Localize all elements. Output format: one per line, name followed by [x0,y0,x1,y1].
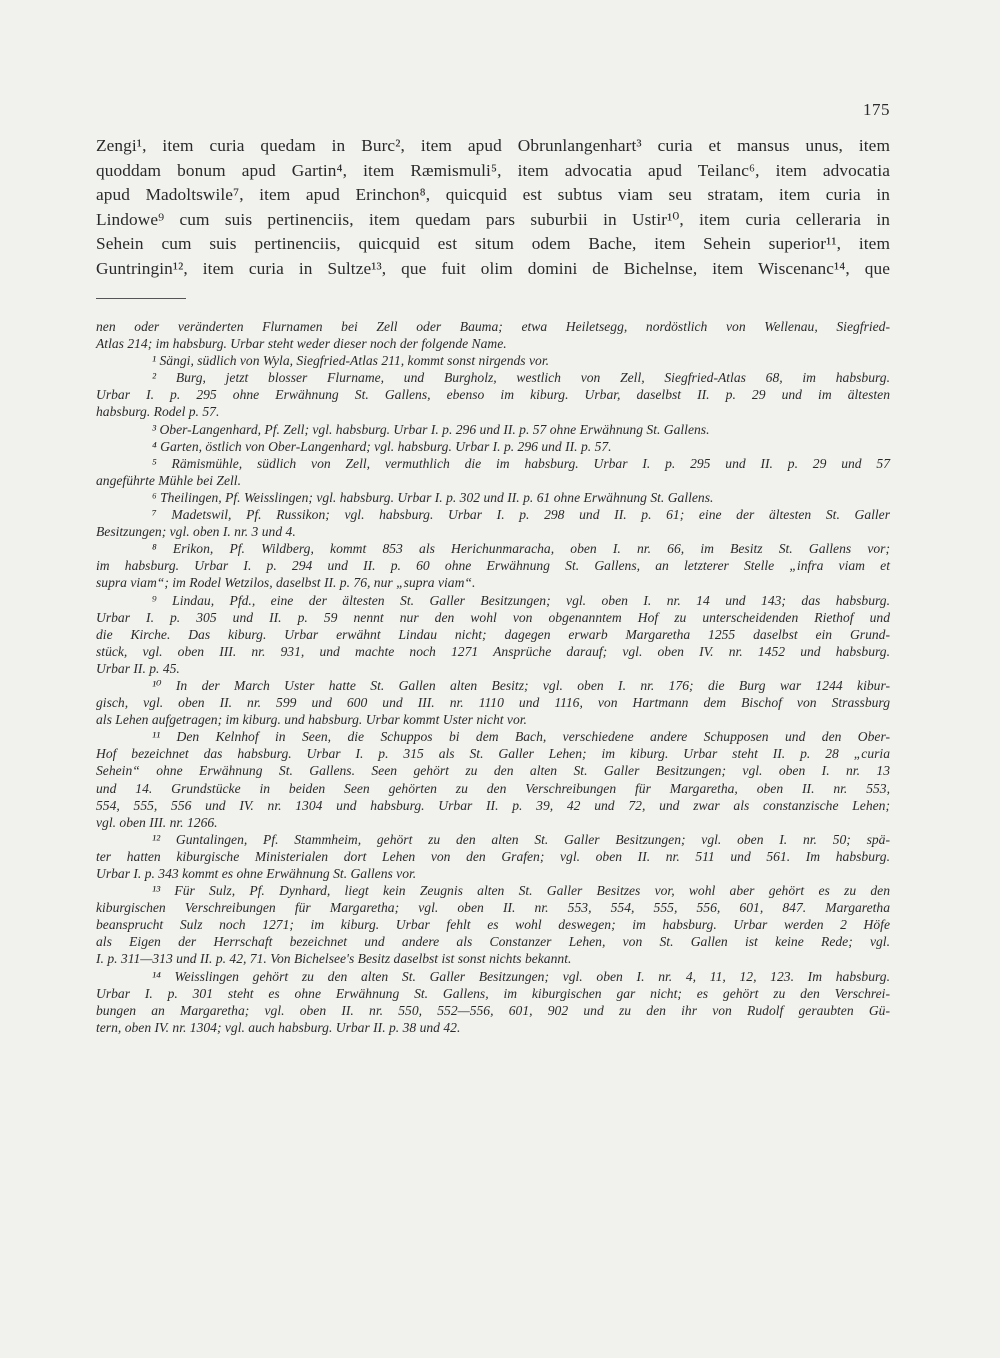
footnote-line: tern, oben IV. nr. 1304; vgl. auch habsburg. Urbar II. p. 38 und 42. [96,1019,461,1035]
footnote-line: ¹¹ Den Kelnhof in Seen, die Schuppos bi dem Bach, verschiedene andere Schupposen und den Ober- [152,729,890,745]
footnote-line: und 14. Grundstücke in beiden Seen gehörten zu den Verschreibungen für Margaretha, oben II. nr. 553, [96,780,890,796]
footnote-line: ter hatten kiburgische Ministerialen dort Lehen von den Grafen; vgl. oben II. nr. 511 und 561. Im habsburg. [96,848,890,864]
footnote-line: ⁷ Madetswil, Pf. Russikon; vgl. habsburg. Urbar I. p. 298 und II. p. 61; eine der ältesten St. Galler [152,507,890,523]
footnote-line: die Kirche. Das kiburg. Urbar erwähnt Lindau nicht; dagegen erwarb Margaretha 1255 daselbst ein Grund- [96,626,890,642]
footnote-line: nen oder veränderten Flurnamen bei Zell oder Bauma; etwa Heiletsegg, nordöstlich von Wellenau, Siegfried- [96,319,890,334]
main-text-line: Sehein cum suis pertinenciis, quicquid est situm odem Bache, item Sehein superior¹¹, item [96,234,890,253]
footnote-line: ⁶ Theilingen, Pf. Weisslingen; vgl. habsburg. Urbar I. p. 302 und II. p. 61 ohne Erwähnung St. Gallens. [152,489,714,505]
footnote-line: bungen an Margaretha; vgl. oben II. nr. 550, 552—556, 601, 902 und zu den ihr von Rudolf geraubten Gü- [96,1002,890,1018]
footnote-line: Hof bezeichnet das habsburg. Urbar I. p. 315 als St. Galler Lehen; im kiburg. Urbar steht II. p. 28 „curia [96,746,890,762]
footnote-line: als Eigen der Herrschaft bezeichnet und andere als Constanzer Lehen, von St. Gallen ist keine Rede; vgl. [96,934,890,950]
main-text [96,134,890,281]
footnote-line: ¹³ Für Sulz, Pf. Dynhard, liegt kein Zeugnis alten St. Galler Besitzes vor, wohl aber gehört es zu den [152,883,890,899]
footnote-line: Atlas 214; im habsburg. Urbar steht weder dieser noch der folgende Name. [96,336,507,352]
footnote-line: ¹⁰ In der March Uster hatte St. Gallen alten Besitz; vgl. oben I. nr. 176; die Burg war 1244 kibur- [152,677,890,693]
footnote-line: ¹ Sängi, südlich von Wyla, Siegfried-Atlas 211, kommt sonst nirgends vor. [152,353,550,369]
footnote-line: ⁹ Lindau, Pfd., eine der ältesten St. Galler Besitzungen; vgl. oben I. nr. 14 und 143; das habsburg. [152,592,890,608]
footnote-line: als Lehen aufgetragen; im kiburg. und habsburg. Urbar kommt Uster nicht vor. [96,712,527,728]
footnote-line: ¹² Guntalingen, Pf. Stammheim, gehört zu den alten St. Galler Besitzungen; vgl. oben I. nr. 50; spä- [152,831,890,847]
footnote-line: im habsburg. Urbar I. p. 294 und II. p. 60 ohne Erwähnung St. Gallens, an letzterer Stelle „infra viam et [96,558,890,574]
main-text-line: Zengi¹, item curia quedam in Burc², item apud Obrunlangenhart³ curia et mansus unus, item [96,136,890,155]
footnote-line: kiburgischen Verschreibungen für Margaretha; vgl. oben II. nr. 553, 554, 555, 556, 601, 847. Margaretha [96,900,890,916]
footnote-line: habsburg. Rodel p. 57. [96,404,220,420]
main-text-line: Guntringin¹², item curia in Sultze¹³, que fuit olim domini de Bichelnse, item Wiscenanc¹⁴, que [96,258,890,278]
main-text-line: Lindowe⁹ cum suis pertinenciis, item quedam pars suburbii in Ustir¹⁰, item curia celleraria in [96,209,890,229]
footnote-line: ³ Ober-Langenhard, Pf. Zell; vgl. habsburg. Urbar I. p. 296 und II. p. 57 ohne Erwähnung St. Gallens. [152,421,710,437]
page-number: 175 [863,100,890,119]
main-text-line: apud Madoltswile⁷, item apud Erinchon⁸, quicquid est subtus viam seu stratam, item curia in [96,185,890,204]
footnote-line: ⁴ Garten, östlich von Ober-Langenhard; vgl. habsburg. Urbar I. p. 296 und II. p. 57. [152,438,612,454]
footnote-line: vgl. oben III. nr. 1266. [96,814,218,830]
footnote-line: Urbar I. p. 295 ohne Erwähnung St. Gallens, ebenso im kiburg. Urbar, daselbst II. p. 29 und im ältesten [96,387,890,403]
footnote-line: I. p. 311—313 und II. p. 42, 71. Von Bichelsee's Besitz daselbst ist sonst nichts bekannt. [96,951,572,967]
footnote-line: Urbar II. p. 45. [96,660,180,676]
main-text-line: quoddam bonum apud Gartin⁴, item Ræmismuli⁵, item advocatia apud Teilanc⁶, item advocatia [96,160,890,180]
footnote-line: Urbar I. p. 343 kommt es ohne Erwähnung St. Gallens vor. [96,866,417,881]
footnote-line: Besitzungen; vgl. oben I. nr. 3 und 4. [96,524,296,540]
footnote-line: beansprucht Sulz noch 1271; im kiburg. Urbar fehlt es wohl deswegen; im habsburg. Urbar werden 2 Höfe [96,917,890,933]
footnote-separator-rule [96,298,186,299]
footnote-line: angeführte Mühle bei Zell. [96,472,241,488]
footnote-line: stück, vgl. oben III. nr. 931, und machte noch 1271 Ansprüche darauf; vgl. oben IV. nr. 1452 und habsburg. [96,643,890,659]
footnote-line: Urbar I. p. 301 steht es ohne Erwähnung St. Gallens, im kiburgischen gar nicht; es gehört zu den Verschrei- [96,985,890,1001]
footnote-line: 554, 555, 556 und IV. nr. 1304 und habsburg. Urbar II. p. 39, 42 und 72, und zwar als constanzische Lehen; [96,797,890,813]
footnote-line: supra viam“; im Rodel Wetzilos, daselbst II. p. 76, nur „supra viam“. [96,575,476,591]
footnote-line: Sehein“ ohne Erwähnung St. Gallens. Seen gehört zu den alten St. Galler Besitzungen; vgl. oben I. nr. 13 [96,763,890,779]
footnote-line: ¹⁴ Weisslingen gehört zu den alten St. Galler Besitzungen; vgl. oben I. nr. 4, 11, 12, 123. Im habsburg. [152,968,890,984]
footnote-line: ⁸ Erikon, Pf. Wildberg, kommt 853 als Herichunmaracha, oben I. nr. 66, im Besitz St. Gallens vor; [152,541,890,557]
footnote-line: Urbar I. p. 305 und II. p. 59 nennt nur den wohl von obgenanntem Hof zu unterscheidenden Riethof und [96,609,890,625]
footnote-line: gisch, vgl. oben II. nr. 599 und 600 und III. nr. 1110 und 1116, von Hartmann dem Bischof von Strassburg [96,695,890,711]
footnotes [96,318,890,1036]
footnote-line: ⁵ Rämismühle, südlich von Zell, vermuthlich die im habsburg. Urbar I. p. 295 und II. p. 29 und 57 [152,455,890,471]
footnote-line: ² Burg, jetzt blosser Flurname, und Burgholz, westlich von Zell, Siegfried-Atlas 68, im habsburg. [152,370,890,386]
